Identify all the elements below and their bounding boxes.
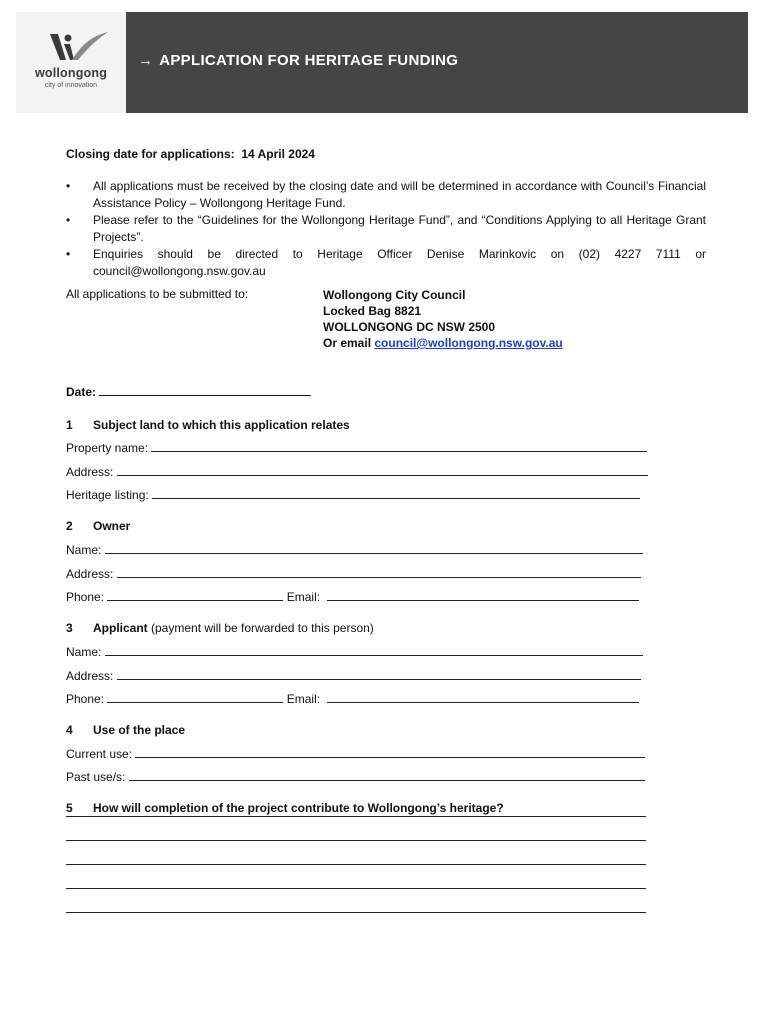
field-label: Phone:	[66, 590, 105, 604]
answer-line[interactable]	[66, 864, 646, 865]
date-input[interactable]	[99, 385, 311, 396]
list-item	[66, 212, 706, 245]
address-line: Wollongong City Council	[323, 288, 466, 302]
field-label: Address:	[66, 669, 114, 683]
field-label: Address:	[66, 567, 114, 581]
answer-line[interactable]	[66, 840, 646, 841]
field-label: Address:	[66, 465, 114, 479]
applicant-email-input[interactable]	[327, 692, 639, 703]
property-name-input[interactable]	[151, 441, 647, 452]
answer-line[interactable]	[66, 888, 646, 889]
current-use-field	[66, 747, 645, 761]
past-use-input[interactable]	[129, 770, 645, 781]
page-title-text: APPLICATION FOR HERITAGE FUNDING	[159, 52, 459, 69]
closing-date	[66, 147, 315, 161]
owner-phone-input[interactable]	[107, 590, 283, 601]
submission-label: All applications to be submitted to:	[66, 287, 249, 301]
section-number: 3	[66, 621, 73, 635]
list-item	[66, 178, 706, 211]
email-line	[323, 335, 563, 351]
logo-name: wollongong	[34, 66, 108, 80]
bullet-icon: •	[66, 246, 71, 261]
instructions-list	[66, 178, 706, 280]
applicant-address-input[interactable]	[117, 669, 641, 680]
header-banner	[16, 12, 748, 113]
address-input[interactable]	[117, 465, 648, 476]
date-label: Date:	[66, 385, 97, 399]
page-title	[138, 52, 458, 69]
list-item-text: Enquiries should be directed to Heritage Officer Denise Marinkovic on (02) 4227 7111 or council@wollongong.nsw.gov.au	[93, 246, 706, 278]
section-title-text: Applicant	[93, 621, 148, 635]
section-note: (payment will be forwarded to this person)	[151, 621, 374, 635]
bullet-icon: •	[66, 212, 71, 227]
closing-date-label: Closing date for applications:	[66, 147, 235, 161]
applicant-name-field	[66, 645, 643, 659]
answer-line[interactable]	[66, 912, 646, 913]
list-item-text: All applications must be received by the closing date and will be determined in accordance with Council’s Financial Assistance Policy – Wollongong Heritage Fund.	[93, 179, 706, 210]
field-label: Current use:	[66, 747, 133, 761]
date-field	[66, 385, 311, 399]
wollongong-logo-icon	[46, 30, 110, 66]
current-use-input[interactable]	[135, 747, 645, 758]
email-prefix: Or email	[323, 336, 372, 350]
heritage-listing-input[interactable]	[152, 488, 640, 499]
email-link[interactable]: council@wollongong.nsw.gov.au	[374, 336, 563, 350]
closing-date-value: 14 April 2024	[241, 147, 315, 161]
submission-address	[323, 287, 563, 351]
owner-name-field	[66, 543, 643, 557]
address-line: Locked Bag 8821	[323, 304, 422, 318]
heritage-listing-field	[66, 488, 640, 502]
list-item	[66, 246, 706, 279]
logo	[16, 12, 126, 113]
bullet-icon: •	[66, 179, 71, 193]
section-title	[93, 621, 374, 635]
address-line: WOLLONGONG DC NSW 2500	[323, 320, 496, 334]
owner-address-field	[66, 567, 641, 581]
section-title: Subject land to which this application relates	[93, 418, 350, 432]
past-use-field	[66, 770, 645, 784]
owner-address-input[interactable]	[117, 567, 641, 578]
applicant-address-field	[66, 669, 641, 683]
list-item-text: Please refer to the “Guidelines for the Wollongong Heritage Fund”, and “Conditions Applying to all Heritage Grant Projects”.	[93, 212, 706, 244]
field-label: Property name:	[66, 441, 149, 455]
owner-contact-field	[66, 590, 639, 604]
arrow-right-icon: →	[138, 52, 154, 69]
address-field	[66, 465, 648, 479]
section-number: 5	[66, 801, 73, 815]
field-label: Heritage listing:	[66, 488, 149, 502]
section-number: 1	[66, 418, 73, 432]
logo-tagline: city of innovation	[44, 82, 98, 89]
section-title: Owner	[93, 519, 131, 533]
field-label: Email:	[286, 692, 321, 706]
field-label: Past use/s:	[66, 770, 126, 784]
field-label: Name:	[66, 543, 102, 557]
section-number: 2	[66, 519, 73, 533]
field-label: Name:	[66, 645, 102, 659]
applicant-phone-input[interactable]	[107, 692, 283, 703]
owner-name-input[interactable]	[105, 543, 643, 554]
property-name-field	[66, 441, 647, 455]
field-label: Phone:	[66, 692, 105, 706]
applicant-name-input[interactable]	[105, 645, 643, 656]
applicant-contact-field	[66, 692, 639, 706]
section-title: How will completion of the project contribute to Wollongong’s heritage?	[93, 801, 504, 815]
section-number: 4	[66, 723, 73, 737]
field-label: Email:	[286, 590, 321, 604]
section-title: Use of the place	[93, 723, 186, 737]
owner-email-input[interactable]	[327, 590, 639, 601]
answer-line[interactable]	[66, 816, 646, 817]
